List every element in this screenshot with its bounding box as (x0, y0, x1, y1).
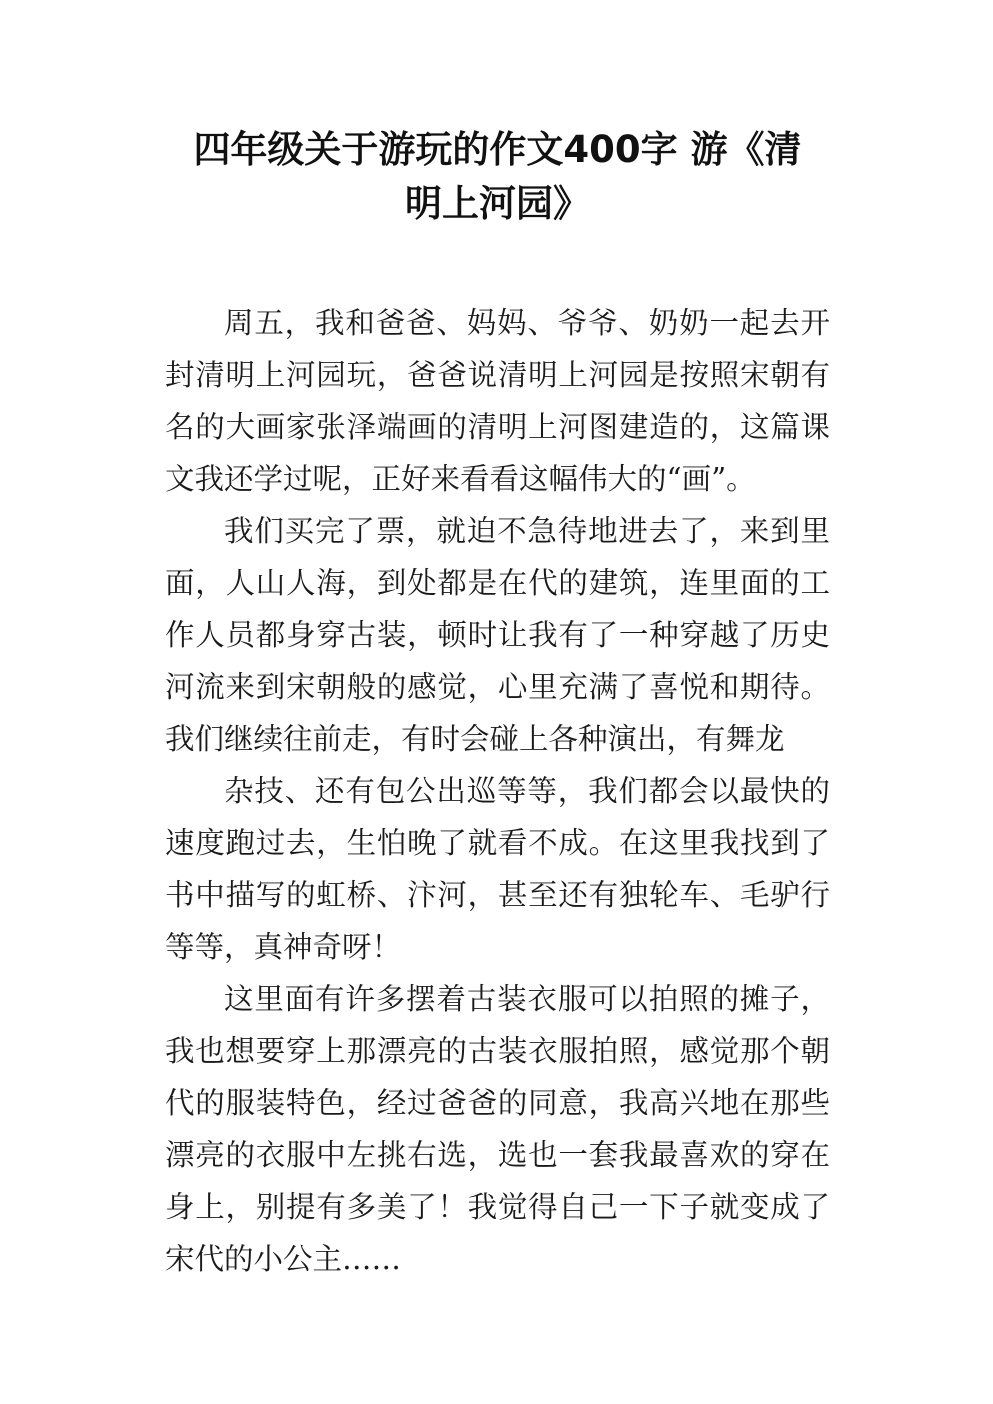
paragraph-1 (165, 297, 830, 505)
text-line: 身上，别提有多美了！我觉得自己一下子就变成了 (165, 1190, 830, 1224)
text-line: 宋代的小公主…… (165, 1242, 402, 1276)
document-title (165, 123, 830, 231)
text-line: 杂技、还有包公出巡等等，我们都会以最快的 (224, 774, 830, 808)
text-line: 作人员都身穿古装，顿时让我有了一种穿越了历史 (165, 618, 830, 652)
text-line: 书中描写的虹桥、汴河，甚至还有独轮车、毛驴行 (165, 878, 830, 912)
document-body (165, 297, 830, 1285)
text-line: 代的服装特色，经过爸爸的同意，我高兴地在那些 (165, 1086, 830, 1120)
text-line: 漂亮的衣服中左挑右选，选也一套我最喜欢的穿在 (165, 1138, 830, 1172)
text-line: 等等，真神奇呀！ (165, 930, 402, 964)
title-line-1: 四年级关于游玩的作文400字 游《清 (193, 128, 802, 171)
text-line: 我们买完了票，就迫不急待地进去了，来到里 (224, 514, 830, 548)
text-line: 速度跑过去，生怕晚了就看不成。在这里我找到了 (165, 826, 830, 860)
paragraph-4 (165, 973, 830, 1285)
text-line: 河流来到宋朝般的感觉，心里充满了喜悦和期待。 (165, 670, 830, 704)
text-line: 我们继续往前走，有时会碰上各种演出，有舞龙 (165, 722, 785, 756)
text-line: 封清明上河园玩，爸爸说清明上河园是按照宋朝有 (165, 358, 830, 392)
paragraph-3 (165, 765, 830, 973)
title-line-2: 明上河园》 (405, 182, 590, 225)
text-line: 我也想要穿上那漂亮的古装衣服拍照，感觉那个朝 (165, 1034, 830, 1068)
text-line: 周五，我和爸爸、妈妈、爷爷、奶奶一起去开 (224, 306, 830, 340)
text-line: 面，人山人海，到处都是在代的建筑，连里面的工 (165, 566, 830, 600)
text-line: 这里面有许多摆着古装衣服可以拍照的摊子， (224, 982, 830, 1016)
text-line: 名的大画家张泽端画的清明上河图建造的，这篇课 (165, 410, 830, 444)
paragraph-2 (165, 505, 830, 765)
text-line: 文我还学过呢，正好来看看这幅伟大的“画”。 (165, 462, 756, 496)
